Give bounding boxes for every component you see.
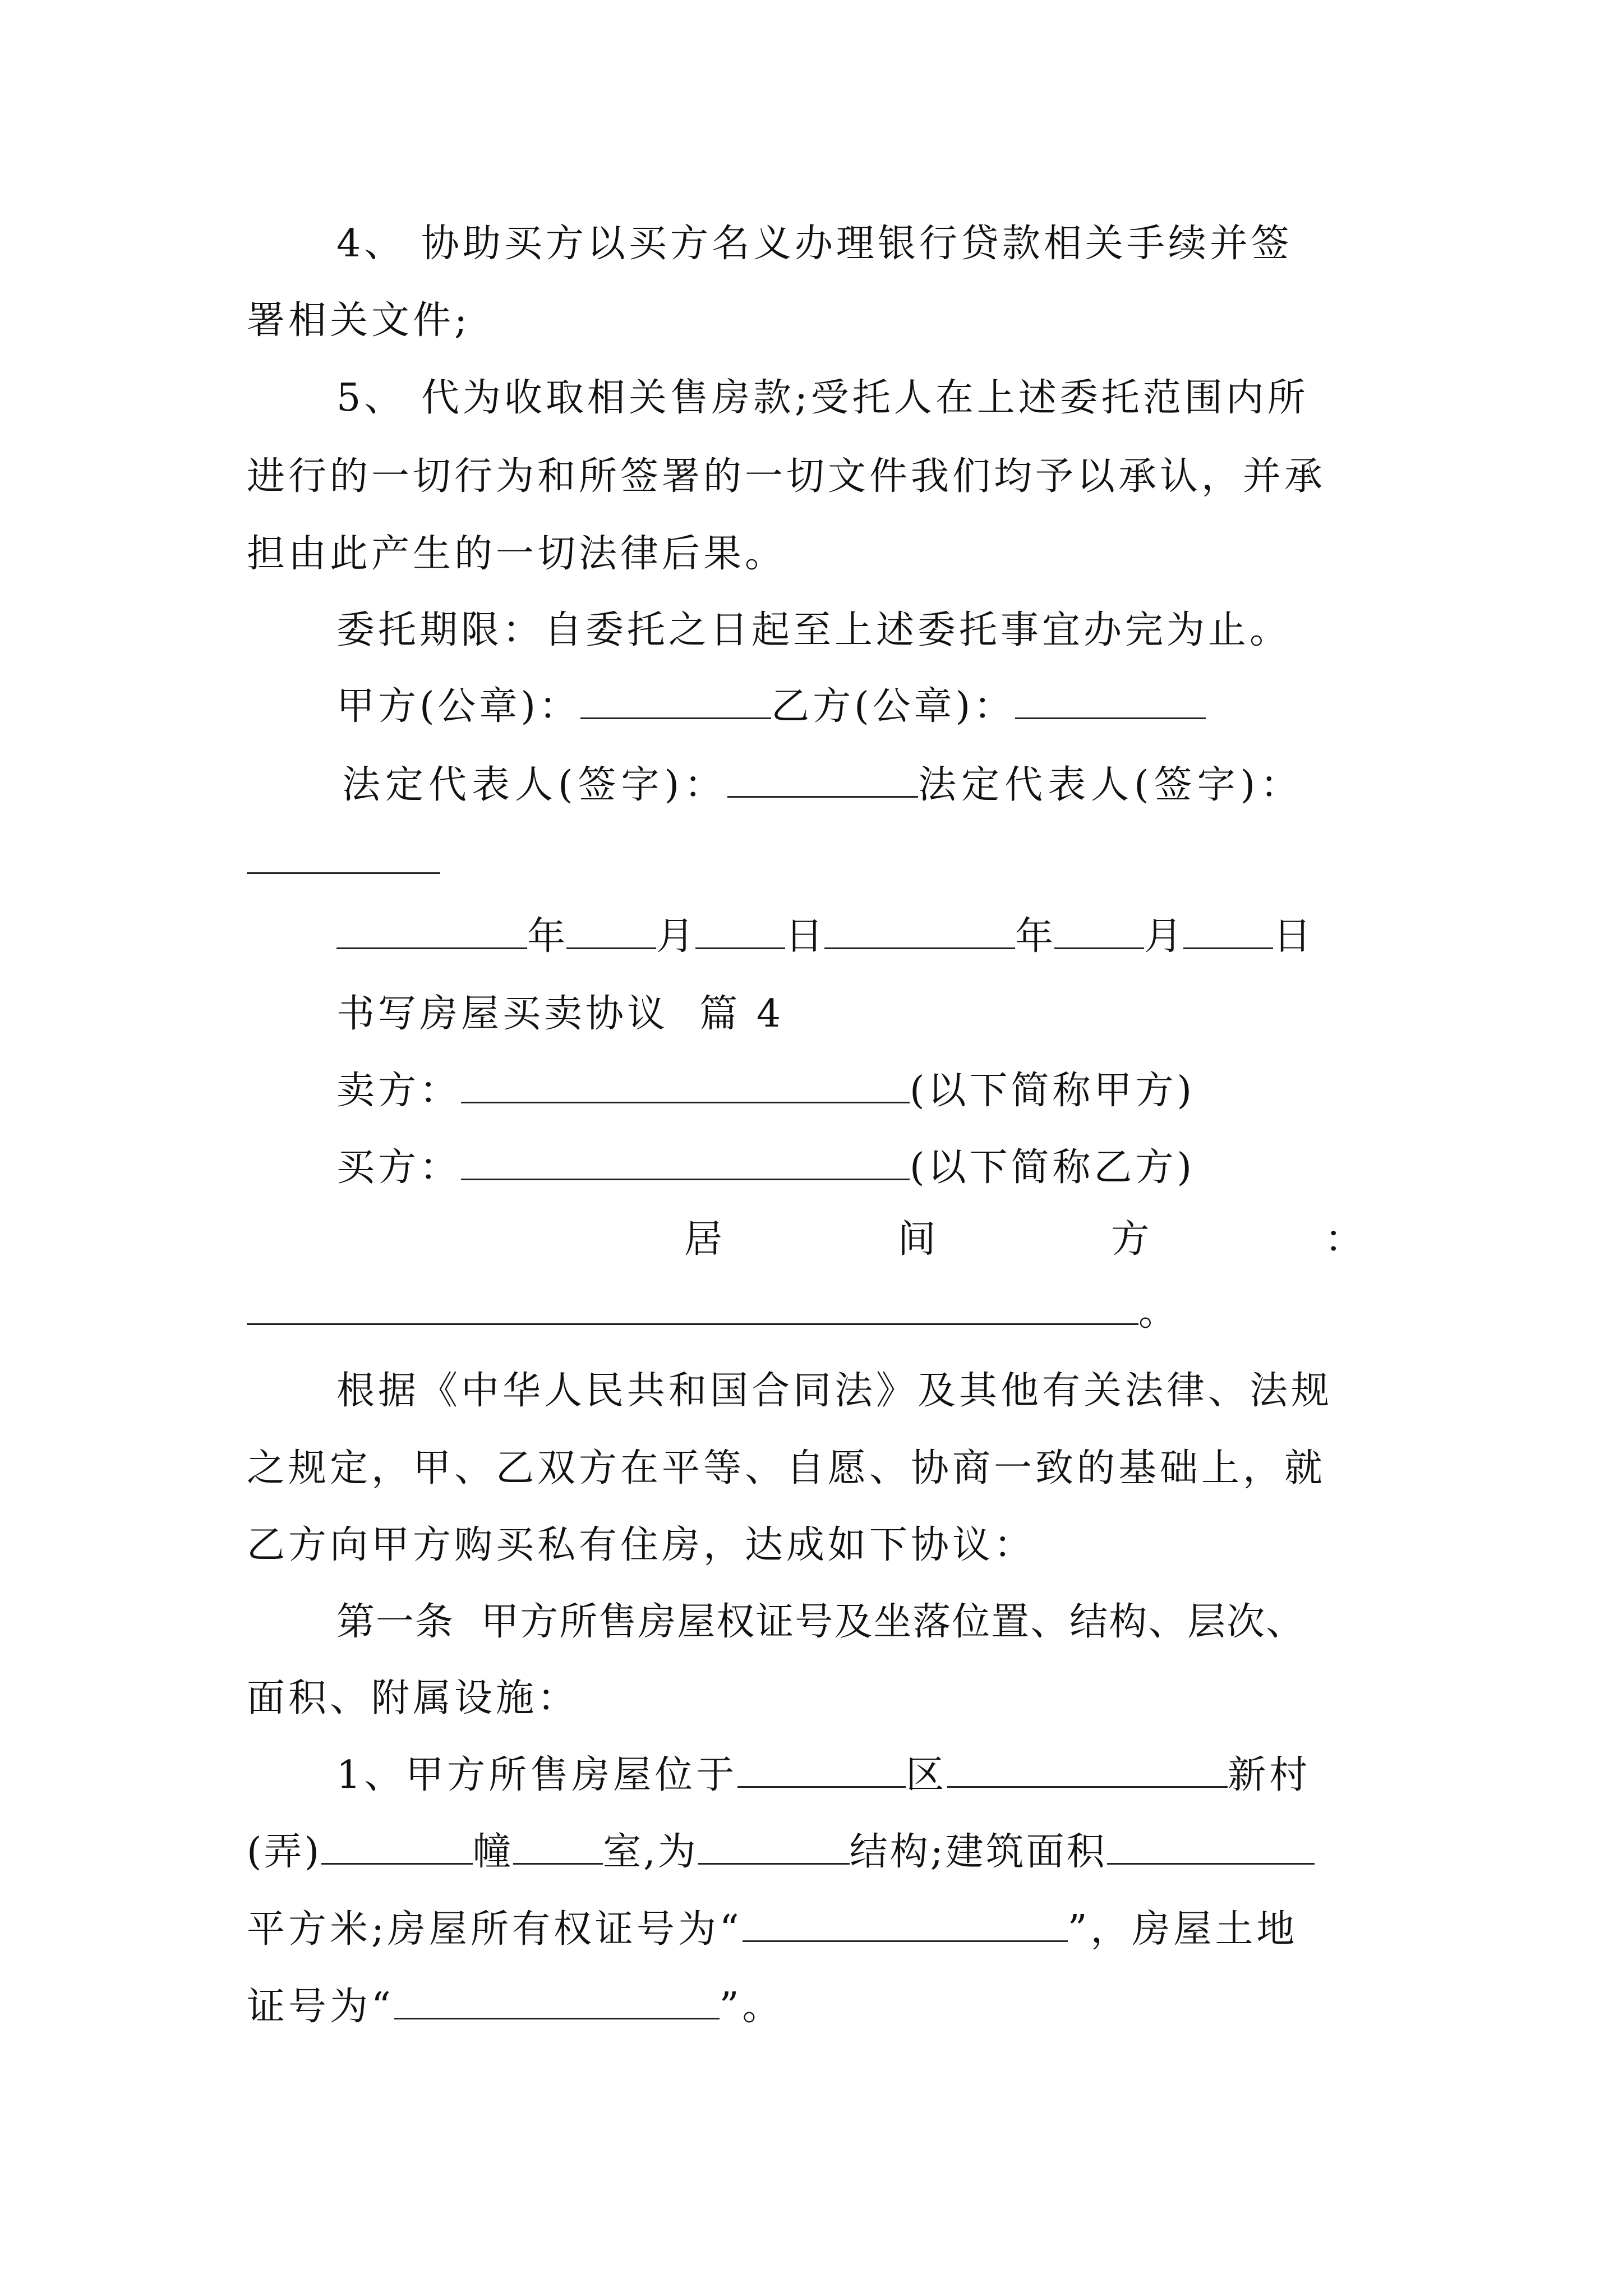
date-line [336,909,1312,965]
article-1-line-1: 第一条 甲方所售房屋权证号及坐落位置、结构、层次、 [336,1600,1306,1644]
date-b-month: 月 [1144,914,1184,959]
date-b-year: 年 [1015,914,1055,959]
clause-5-line-1: 5、 代为收取相关售房款;受托人在上述委托范围内所 [336,376,1309,420]
representative-line [342,757,1303,813]
buyer-line [336,1140,1195,1196]
area-blank[interactable] [1107,1829,1315,1865]
clause-5-line-3: 担由此产生的一切法律后果。 [247,532,787,576]
item1-text-d: (弄) [247,1830,322,1874]
buyer-suffix: (以下简称乙方) [910,1145,1196,1190]
item1-text-k: ”。 [719,1985,784,2029]
basis-line-1: 根据《中华人民共和国合同法》及其他有关法律、法规 [336,1369,1333,1413]
date-a-day-blank[interactable] [695,914,785,949]
item1-text-b: 区 [906,1753,948,1797]
seller-suffix: (以下简称甲方) [910,1069,1196,1113]
clause-4-line-2: 署相关文件; [247,298,471,343]
item1-text-a: 1、甲方所售房屋位于 [336,1753,738,1797]
clause-4-line-1: 4、 协助买方以买方名义办理银行贷款相关手续并签 [336,222,1293,266]
district-blank[interactable] [737,1752,906,1788]
buyer-blank[interactable] [461,1145,910,1180]
rep-a-label: 法定代表人(签字)： [342,763,728,807]
building-blank[interactable] [513,1829,603,1865]
clause-5-line-2: 进行的一切行为和所签署的一切文件我们均予以承认，并承 [247,454,1326,499]
seller-line [336,1063,1195,1119]
item1-text-j: 证号为“ [247,1985,394,2029]
rep-b-label: 法定代表人(签字)： [918,763,1304,807]
seller-blank[interactable] [461,1068,910,1103]
date-b-day: 日 [1273,914,1313,959]
item-1-line-3 [247,1902,1298,1958]
date-b-day-blank[interactable] [1183,914,1273,949]
structure-blank[interactable] [698,1829,850,1865]
item-1-line-1 [336,1747,1311,1803]
broker-line [684,1212,1363,1268]
date-a-year: 年 [527,914,567,959]
item1-text-i: ”，房屋土地 [1067,1907,1298,1952]
basis-line-3: 乙方向甲方购买私有住房，达成如下协议： [247,1523,1036,1567]
date-b-year-blank[interactable] [824,914,1015,949]
party-a-seal-blank[interactable] [580,684,771,719]
party-b-seal-label: 乙方(公章)： [771,684,1016,729]
date-a-month: 月 [656,914,696,959]
seal-line [336,679,1206,735]
ownership-cert-blank[interactable] [743,1907,1068,1942]
item1-text-g: 结构;建筑面积 [849,1830,1107,1874]
lane-blank[interactable] [321,1829,473,1865]
entrust-term: 委托期限：自委托之日起至上述委托事宜办完为止。 [336,608,1292,652]
date-a-day: 日 [785,914,825,959]
broker-blank[interactable] [247,1290,1138,1325]
land-cert-blank[interactable] [394,1984,720,2019]
date-b-month-blank[interactable] [1054,914,1144,949]
date-a-month-blank[interactable] [566,914,656,949]
broker-end: 。 [1138,1290,1181,1335]
rep-b-blank[interactable] [247,872,440,874]
broker-blank-line [247,1285,1180,1341]
item1-text-e: 幢 [473,1830,514,1874]
village-blank[interactable] [947,1752,1228,1788]
party-a-seal-label: 甲方(公章)： [336,684,581,729]
item-1-line-4 [247,1979,784,2035]
item1-text-c: 新村 [1228,1753,1311,1797]
broker-char-3: 方 [1111,1217,1150,1262]
seller-label: 卖方： [336,1069,462,1113]
rep-a-blank[interactable] [727,762,918,798]
item1-text-h: 平方米;房屋所有权证号为“ [247,1907,743,1952]
buyer-label: 买方： [336,1145,462,1190]
broker-char-1: 居 [684,1217,723,1262]
item1-text-f: 室,为 [603,1830,698,1874]
date-a-year-blank[interactable] [336,914,527,949]
article-1-line-2: 面积、附属设施： [247,1676,579,1720]
basis-line-2: 之规定，甲、乙双方在平等、自愿、协商一致的基础上，就 [247,1446,1326,1490]
section-title: 书写房屋买卖协议 篇 4 [336,992,785,1036]
item-1-line-2 [247,1824,1315,1880]
broker-char-2: 间 [897,1217,936,1262]
party-b-seal-blank[interactable] [1015,684,1206,719]
broker-char-4: ： [1324,1217,1363,1262]
